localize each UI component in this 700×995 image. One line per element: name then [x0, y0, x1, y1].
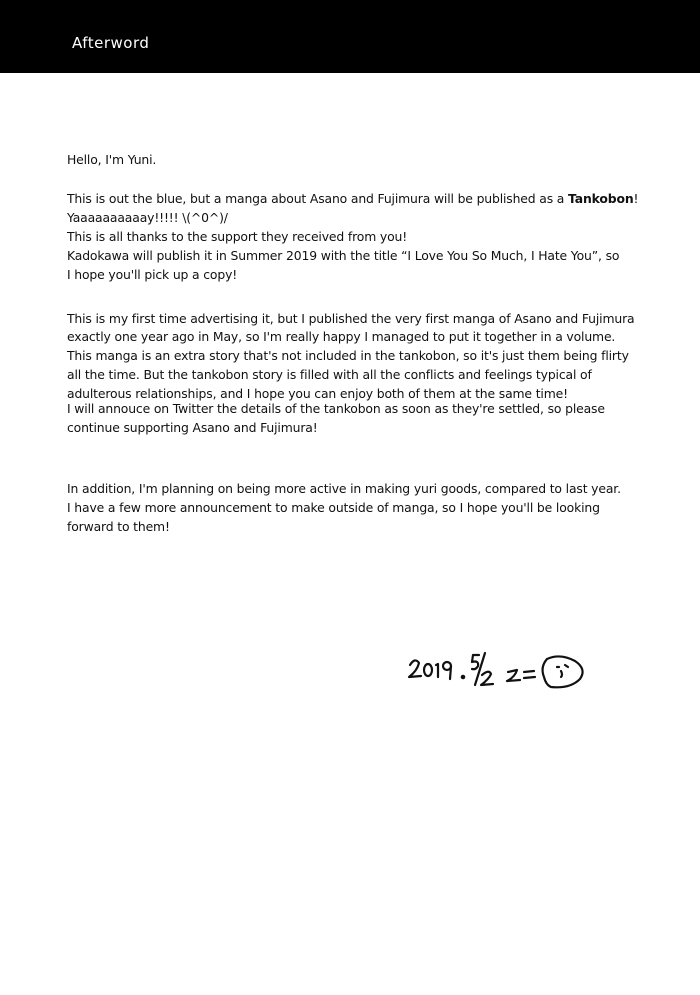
handwritten-signature: [405, 645, 595, 695]
paragraph-line: This is my first time advertising it, but I published the very first manga of Asano and Fujimura: [67, 311, 635, 326]
paragraph-line: I hope you'll pick up a copy!: [67, 267, 238, 282]
paragraph-line: exactly one year ago in May, so I'm really happy I managed to put it together in a volume.: [67, 329, 616, 344]
paragraph-line: Yaaaaaaaaaay!!!!! \(^0^)/: [67, 210, 228, 225]
paragraph-line: I have a few more announcement to make outside of manga, so I hope you'll be looking: [67, 500, 600, 515]
paragraph-line: This manga is an extra story that's not included in the tankobon, so it's just them being flirty: [67, 348, 629, 363]
paragraph-line: adulterous relationships, and I hope you can enjoy both of them at the same time!: [67, 386, 568, 401]
paragraph-line: forward to them!: [67, 519, 170, 534]
paragraph-line: In addition, I'm planning on being more active in making yuri goods, compared to last year.: [67, 481, 621, 496]
paragraph-line: [67, 191, 638, 207]
greeting: Hello, I'm Yuni.: [67, 152, 157, 167]
paragraph-line: Kadokawa will publish it in Summer 2019 with the title “I Love You So Much, I Hate You”, so: [67, 248, 620, 263]
page-title: Afterword: [72, 34, 150, 52]
bold-term: Tankobon: [568, 191, 634, 206]
paragraph-line: all the time. But the tankobon story is filled with all the conflicts and feelings typical of: [67, 367, 592, 382]
paragraph-line: continue supporting Asano and Fujimura!: [67, 420, 318, 435]
paragraph-line: I will annouce on Twitter the details of the tankobon as soon as they're settled, so please: [67, 401, 605, 416]
line-text: This is out the blue, but a manga about Asano and Fujimura will be published as a: [67, 191, 569, 206]
header-bar: [0, 0, 700, 73]
line-text: !: [633, 191, 639, 206]
paragraph-line: This is all thanks to the support they received from you!: [67, 229, 408, 244]
